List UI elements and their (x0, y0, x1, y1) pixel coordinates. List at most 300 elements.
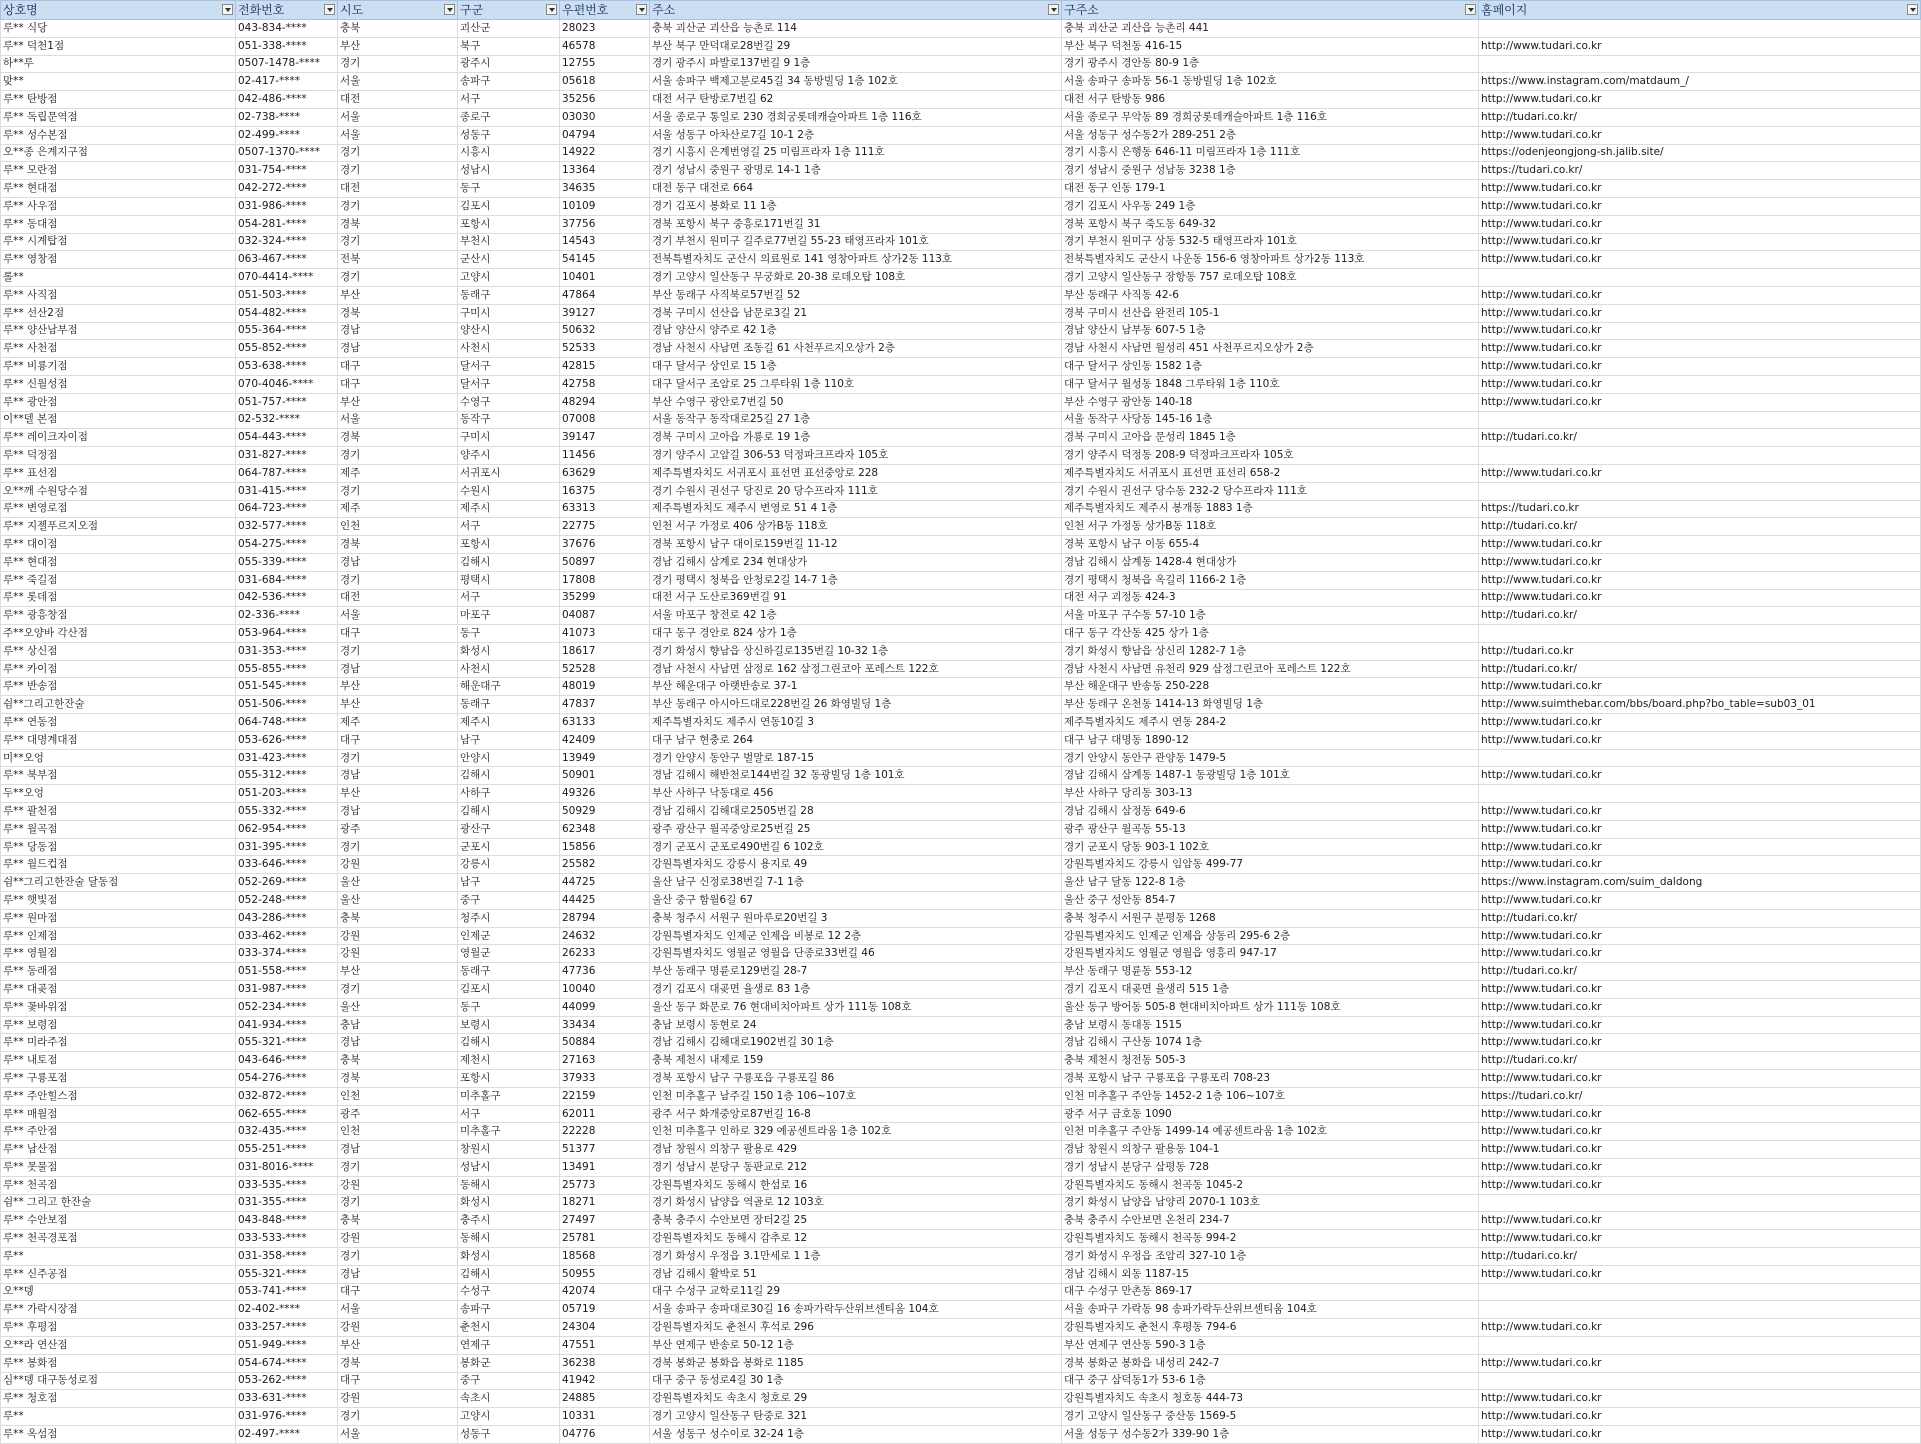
postcode-cell[interactable]: 62011 (560, 1105, 650, 1123)
postcode-cell[interactable]: 05618 (560, 73, 650, 91)
postcode-cell[interactable]: 10040 (560, 981, 650, 999)
district-cell[interactable]: 북구 (458, 37, 560, 55)
homepage-cell[interactable]: http://www.tudari.co.kr (1479, 233, 1921, 251)
address-cell[interactable]: 대구 중구 동성로4길 30 1층 (650, 1372, 1062, 1390)
store-name-cell[interactable]: 루** 신주공점 (1, 1265, 236, 1283)
postcode-cell[interactable]: 50884 (560, 1034, 650, 1052)
store-name-cell[interactable]: 루** 남산점 (1, 1141, 236, 1159)
address-cell[interactable]: 경북 봉화군 봉화읍 봉화로 1185 (650, 1354, 1062, 1372)
postcode-cell[interactable]: 50929 (560, 803, 650, 821)
store-name-cell[interactable]: 미**오엉 (1, 749, 236, 767)
phone-cell[interactable]: 055-339-**** (236, 553, 338, 571)
old-address-cell[interactable]: 울산 동구 방어동 505-8 현대비치아파트 상가 111동 108호 (1062, 998, 1479, 1016)
homepage-cell[interactable]: http://www.tudari.co.kr (1479, 1230, 1921, 1248)
homepage-cell[interactable] (1479, 447, 1921, 465)
address-cell[interactable]: 부산 사하구 낙동대로 456 (650, 785, 1062, 803)
postcode-cell[interactable]: 41942 (560, 1372, 650, 1390)
district-cell[interactable]: 포항시 (458, 536, 560, 554)
postcode-cell[interactable]: 42758 (560, 375, 650, 393)
old-address-cell[interactable]: 대구 달서구 상인동 1582 1층 (1062, 358, 1479, 376)
old-address-cell[interactable]: 경남 창원시 의창구 팔용동 104-1 (1062, 1141, 1479, 1159)
address-cell[interactable]: 대구 남구 현충로 264 (650, 731, 1062, 749)
homepage-cell[interactable]: https://tudari.co.kr (1479, 500, 1921, 518)
address-cell[interactable]: 경기 광주시 파발로137번길 9 1층 (650, 55, 1062, 73)
province-cell[interactable]: 대구 (338, 1283, 458, 1301)
postcode-cell[interactable]: 07008 (560, 411, 650, 429)
district-cell[interactable]: 동구 (458, 180, 560, 198)
filter-dropdown-icon[interactable] (1465, 4, 1476, 15)
province-cell[interactable]: 대전 (338, 589, 458, 607)
old-address-cell[interactable]: 강원특별자치도 인제군 인제읍 상동리 295-6 2층 (1062, 927, 1479, 945)
province-cell[interactable]: 경남 (338, 767, 458, 785)
province-cell[interactable]: 대구 (338, 358, 458, 376)
phone-cell[interactable]: 0507-1370-**** (236, 144, 338, 162)
phone-cell[interactable]: 02-402-**** (236, 1301, 338, 1319)
homepage-cell[interactable]: http://www.tudari.co.kr (1479, 251, 1921, 269)
district-cell[interactable]: 동구 (458, 998, 560, 1016)
postcode-cell[interactable]: 54145 (560, 251, 650, 269)
old-address-cell[interactable]: 서울 동작구 사당동 145-16 1층 (1062, 411, 1479, 429)
homepage-cell[interactable]: http://www.tudari.co.kr (1479, 998, 1921, 1016)
homepage-cell[interactable]: http://tudari.co.kr/ (1479, 108, 1921, 126)
address-cell[interactable]: 충북 청주시 서원구 원마루로20번길 3 (650, 909, 1062, 927)
address-cell[interactable]: 경남 김해시 삼계로 234 현대상가 (650, 553, 1062, 571)
province-cell[interactable]: 경남 (338, 1141, 458, 1159)
old-address-cell[interactable]: 광주 서구 금호동 1090 (1062, 1105, 1479, 1123)
province-cell[interactable]: 경기 (338, 482, 458, 500)
phone-cell[interactable]: 033-535-**** (236, 1176, 338, 1194)
homepage-cell[interactable]: http://www.tudari.co.kr (1479, 375, 1921, 393)
store-name-cell[interactable]: 쉼**그리고한잔술 달동점 (1, 874, 236, 892)
store-name-cell[interactable]: 루** 독립문역점 (1, 108, 236, 126)
store-name-cell[interactable]: 루** 동래점 (1, 963, 236, 981)
phone-cell[interactable]: 053-262-**** (236, 1372, 338, 1390)
phone-cell[interactable]: 051-338-**** (236, 37, 338, 55)
address-cell[interactable]: 경북 구미시 고아읍 가룡로 19 1층 (650, 429, 1062, 447)
old-address-cell[interactable]: 경기 광주시 경안동 80-9 1층 (1062, 55, 1479, 73)
district-cell[interactable]: 보령시 (458, 1016, 560, 1034)
district-cell[interactable]: 서구 (458, 91, 560, 109)
old-address-cell[interactable]: 경남 김해시 삼계동 1487-1 동광빌딩 1층 101호 (1062, 767, 1479, 785)
old-address-cell[interactable]: 경북 봉화군 봉화읍 내성리 242-7 (1062, 1354, 1479, 1372)
old-address-cell[interactable]: 서울 송파구 가락동 98 송파가락두산위브센티움 104호 (1062, 1301, 1479, 1319)
district-cell[interactable]: 봉화군 (458, 1354, 560, 1372)
store-name-cell[interactable]: 오**뎅 (1, 1283, 236, 1301)
postcode-cell[interactable]: 42074 (560, 1283, 650, 1301)
postcode-cell[interactable]: 22228 (560, 1123, 650, 1141)
province-cell[interactable]: 서울 (338, 126, 458, 144)
old-address-cell[interactable]: 경북 포항시 남구 이동 655-4 (1062, 536, 1479, 554)
district-cell[interactable]: 동래구 (458, 696, 560, 714)
old-address-cell[interactable]: 부산 동래구 사직동 42-6 (1062, 286, 1479, 304)
old-address-cell[interactable]: 경기 고양시 일산동구 중산동 1569-5 (1062, 1408, 1479, 1426)
old-address-cell[interactable]: 인천 미추홀구 주안동 1452-2 1층 106~107호 (1062, 1087, 1479, 1105)
old-address-cell[interactable]: 경기 군포시 당동 903-1 102호 (1062, 838, 1479, 856)
province-cell[interactable]: 경북 (338, 536, 458, 554)
phone-cell[interactable]: 053-626-**** (236, 731, 338, 749)
province-cell[interactable]: 강원 (338, 1176, 458, 1194)
province-cell[interactable]: 강원 (338, 1390, 458, 1408)
address-cell[interactable]: 경기 성남시 분당구 동판교로 212 (650, 1159, 1062, 1177)
store-name-cell[interactable]: 오**라 연산점 (1, 1336, 236, 1354)
phone-cell[interactable]: 043-848-**** (236, 1212, 338, 1230)
homepage-cell[interactable] (1479, 1336, 1921, 1354)
store-name-cell[interactable]: 루** 덕정점 (1, 447, 236, 465)
province-cell[interactable]: 경북 (338, 1070, 458, 1088)
old-address-cell[interactable]: 강원특별자치도 영월군 영월읍 영흥리 947-17 (1062, 945, 1479, 963)
homepage-cell[interactable]: http://www.tudari.co.kr (1479, 892, 1921, 910)
address-cell[interactable]: 경기 안양시 동안구 벌말로 187-15 (650, 749, 1062, 767)
postcode-cell[interactable]: 63629 (560, 464, 650, 482)
old-address-cell[interactable]: 경남 사천시 사남면 월성리 451 사천푸르지오상가 2층 (1062, 340, 1479, 358)
postcode-cell[interactable]: 05719 (560, 1301, 650, 1319)
address-cell[interactable]: 충남 보령시 동현로 24 (650, 1016, 1062, 1034)
postcode-cell[interactable]: 52528 (560, 660, 650, 678)
district-cell[interactable]: 미추홀구 (458, 1123, 560, 1141)
district-cell[interactable]: 동작구 (458, 411, 560, 429)
address-cell[interactable]: 충북 충주시 수안보면 장터2길 25 (650, 1212, 1062, 1230)
postcode-cell[interactable]: 25773 (560, 1176, 650, 1194)
store-name-cell[interactable]: 루** 식당 (1, 20, 236, 38)
address-cell[interactable]: 경남 김해시 활박로 51 (650, 1265, 1062, 1283)
postcode-cell[interactable]: 46578 (560, 37, 650, 55)
column-header-homepage[interactable]: 홈페이지 (1479, 1, 1921, 20)
postcode-cell[interactable]: 49326 (560, 785, 650, 803)
store-name-cell[interactable]: 루** 대곶점 (1, 981, 236, 999)
address-cell[interactable]: 인천 미추홀구 남주길 150 1층 106~107호 (650, 1087, 1062, 1105)
postcode-cell[interactable]: 37676 (560, 536, 650, 554)
phone-cell[interactable]: 031-976-**** (236, 1408, 338, 1426)
store-name-cell[interactable]: 루** 연동점 (1, 714, 236, 732)
store-name-cell[interactable]: 루** 시계탑점 (1, 233, 236, 251)
phone-cell[interactable]: 031-355-**** (236, 1194, 338, 1212)
store-name-cell[interactable]: 루** 가락시장점 (1, 1301, 236, 1319)
province-cell[interactable]: 서울 (338, 411, 458, 429)
column-header-district[interactable]: 구군 (458, 1, 560, 20)
district-cell[interactable]: 수원시 (458, 482, 560, 500)
phone-cell[interactable]: 033-646-**** (236, 856, 338, 874)
phone-cell[interactable]: 055-855-**** (236, 660, 338, 678)
homepage-cell[interactable]: http://www.tudari.co.kr (1479, 838, 1921, 856)
phone-cell[interactable]: 062-954-**** (236, 820, 338, 838)
old-address-cell[interactable]: 울산 남구 달동 122-8 1층 (1062, 874, 1479, 892)
province-cell[interactable]: 충북 (338, 20, 458, 38)
address-cell[interactable]: 경기 부천시 원미구 길주로77번길 55-23 태영프라자 101호 (650, 233, 1062, 251)
phone-cell[interactable]: 054-482-**** (236, 304, 338, 322)
address-cell[interactable]: 경기 성남시 중원구 광명로 14-1 1층 (650, 162, 1062, 180)
store-name-cell[interactable]: 주**오양바 각산점 (1, 625, 236, 643)
province-cell[interactable]: 강원 (338, 856, 458, 874)
column-header-address[interactable]: 주소 (650, 1, 1062, 20)
phone-cell[interactable]: 031-827-**** (236, 447, 338, 465)
store-name-cell[interactable]: 루** 미라주점 (1, 1034, 236, 1052)
district-cell[interactable]: 강릉시 (458, 856, 560, 874)
phone-cell[interactable]: 051-558-**** (236, 963, 338, 981)
homepage-cell[interactable]: http://www.tudari.co.kr (1479, 1141, 1921, 1159)
postcode-cell[interactable]: 48294 (560, 393, 650, 411)
homepage-cell[interactable]: https://tudari.co.kr/ (1479, 162, 1921, 180)
address-cell[interactable]: 대전 서구 도산로369번길 91 (650, 589, 1062, 607)
district-cell[interactable]: 송파구 (458, 1301, 560, 1319)
filter-dropdown-icon[interactable] (636, 4, 647, 15)
postcode-cell[interactable]: 37756 (560, 215, 650, 233)
old-address-cell[interactable]: 대전 서구 탄방동 986 (1062, 91, 1479, 109)
old-address-cell[interactable]: 부산 수영구 광안동 140-18 (1062, 393, 1479, 411)
store-name-cell[interactable]: 루** 신월성점 (1, 375, 236, 393)
store-name-cell[interactable]: 루** 천곡경포점 (1, 1230, 236, 1248)
postcode-cell[interactable]: 04794 (560, 126, 650, 144)
province-cell[interactable]: 충북 (338, 909, 458, 927)
district-cell[interactable]: 미추홀구 (458, 1087, 560, 1105)
address-cell[interactable]: 전북특별자치도 군산시 의료원로 141 영창아파트 상가2동 113호 (650, 251, 1062, 269)
province-cell[interactable]: 광주 (338, 820, 458, 838)
province-cell[interactable]: 경기 (338, 981, 458, 999)
phone-cell[interactable]: 031-395-**** (236, 838, 338, 856)
store-name-cell[interactable]: 오**깨 수원당수점 (1, 482, 236, 500)
postcode-cell[interactable]: 14543 (560, 233, 650, 251)
store-name-cell[interactable]: 루** 원마점 (1, 909, 236, 927)
store-name-cell[interactable]: 루** (1, 1247, 236, 1265)
district-cell[interactable]: 평택시 (458, 571, 560, 589)
postcode-cell[interactable]: 13491 (560, 1159, 650, 1177)
phone-cell[interactable]: 031-353-**** (236, 642, 338, 660)
postcode-cell[interactable]: 27497 (560, 1212, 650, 1230)
store-name-cell[interactable]: 루** 주안점 (1, 1123, 236, 1141)
store-name-cell[interactable]: 루** 카이점 (1, 660, 236, 678)
store-name-cell[interactable]: 루** 변영로점 (1, 500, 236, 518)
address-cell[interactable]: 경기 김포시 대곶면 율생로 83 1층 (650, 981, 1062, 999)
address-cell[interactable]: 광주 광산구 월곡중앙로25번길 25 (650, 820, 1062, 838)
phone-cell[interactable]: 033-631-**** (236, 1390, 338, 1408)
store-name-cell[interactable]: 루** 대명계대점 (1, 731, 236, 749)
column-header-phone[interactable]: 전화번호 (236, 1, 338, 20)
postcode-cell[interactable]: 18568 (560, 1247, 650, 1265)
old-address-cell[interactable]: 강원특별자치도 강릉시 임암동 499-77 (1062, 856, 1479, 874)
address-cell[interactable]: 부산 동래구 사직북로57번길 52 (650, 286, 1062, 304)
homepage-cell[interactable]: http://www.tudari.co.kr (1479, 1265, 1921, 1283)
province-cell[interactable]: 경북 (338, 1354, 458, 1372)
store-name-cell[interactable]: 두**오엉 (1, 785, 236, 803)
address-cell[interactable]: 충북 괴산군 괴산읍 능촌로 114 (650, 20, 1062, 38)
address-cell[interactable]: 부산 동래구 명륜로129번길 28-7 (650, 963, 1062, 981)
phone-cell[interactable]: 042-536-**** (236, 589, 338, 607)
old-address-cell[interactable]: 강원특별자치도 동해시 천곡동 994-2 (1062, 1230, 1479, 1248)
homepage-cell[interactable] (1479, 55, 1921, 73)
old-address-cell[interactable]: 대전 서구 괴정동 424-3 (1062, 589, 1479, 607)
phone-cell[interactable]: 070-4046-**** (236, 375, 338, 393)
postcode-cell[interactable]: 44425 (560, 892, 650, 910)
district-cell[interactable]: 성남시 (458, 1159, 560, 1177)
address-cell[interactable]: 강원특별자치도 춘천시 후석로 296 (650, 1319, 1062, 1337)
address-cell[interactable]: 대구 달서구 상인로 15 1층 (650, 358, 1062, 376)
postcode-cell[interactable]: 63313 (560, 500, 650, 518)
phone-cell[interactable]: 051-503-**** (236, 286, 338, 304)
postcode-cell[interactable]: 10331 (560, 1408, 650, 1426)
district-cell[interactable]: 동해시 (458, 1230, 560, 1248)
phone-cell[interactable]: 031-358-**** (236, 1247, 338, 1265)
address-cell[interactable]: 서울 마포구 창전로 42 1층 (650, 607, 1062, 625)
district-cell[interactable]: 인제군 (458, 927, 560, 945)
district-cell[interactable]: 김해시 (458, 1265, 560, 1283)
filter-dropdown-icon[interactable] (444, 4, 455, 15)
postcode-cell[interactable]: 18271 (560, 1194, 650, 1212)
province-cell[interactable]: 인천 (338, 1087, 458, 1105)
phone-cell[interactable]: 02-336-**** (236, 607, 338, 625)
old-address-cell[interactable]: 서울 마포구 구수동 57-10 1층 (1062, 607, 1479, 625)
province-cell[interactable]: 서울 (338, 607, 458, 625)
store-name-cell[interactable]: 루** 못물점 (1, 1159, 236, 1177)
province-cell[interactable]: 제주 (338, 464, 458, 482)
province-cell[interactable]: 경북 (338, 304, 458, 322)
old-address-cell[interactable]: 경남 양산시 남부동 607-5 1층 (1062, 322, 1479, 340)
province-cell[interactable]: 경북 (338, 429, 458, 447)
old-address-cell[interactable]: 경북 구미시 선산읍 완전리 105-1 (1062, 304, 1479, 322)
store-name-cell[interactable]: 루** 수안보점 (1, 1212, 236, 1230)
store-name-cell[interactable]: 루** 반송점 (1, 678, 236, 696)
district-cell[interactable]: 창원시 (458, 1141, 560, 1159)
phone-cell[interactable]: 043-286-**** (236, 909, 338, 927)
homepage-cell[interactable]: http://www.tudari.co.kr (1479, 1070, 1921, 1088)
phone-cell[interactable]: 042-272-**** (236, 180, 338, 198)
store-name-cell[interactable]: 이**델 본점 (1, 411, 236, 429)
phone-cell[interactable]: 041-934-**** (236, 1016, 338, 1034)
postcode-cell[interactable]: 51377 (560, 1141, 650, 1159)
column-header-province[interactable]: 시도 (338, 1, 458, 20)
address-cell[interactable]: 부산 연제구 반송로 50-12 1층 (650, 1336, 1062, 1354)
postcode-cell[interactable]: 24632 (560, 927, 650, 945)
homepage-cell[interactable]: http://www.tudari.co.kr (1479, 1123, 1921, 1141)
postcode-cell[interactable]: 27163 (560, 1052, 650, 1070)
homepage-cell[interactable]: http://tudari.co.kr/ (1479, 607, 1921, 625)
province-cell[interactable]: 부산 (338, 678, 458, 696)
old-address-cell[interactable]: 대전 동구 인동 179-1 (1062, 180, 1479, 198)
district-cell[interactable]: 중구 (458, 892, 560, 910)
homepage-cell[interactable]: http://www.tudari.co.kr (1479, 1105, 1921, 1123)
homepage-cell[interactable]: http://www.tudari.co.kr (1479, 945, 1921, 963)
phone-cell[interactable]: 02-738-**** (236, 108, 338, 126)
district-cell[interactable]: 성남시 (458, 162, 560, 180)
old-address-cell[interactable]: 충북 청주시 서원구 분평동 1268 (1062, 909, 1479, 927)
district-cell[interactable]: 서구 (458, 589, 560, 607)
homepage-cell[interactable]: http://www.tudari.co.kr (1479, 820, 1921, 838)
store-name-cell[interactable]: 루** 죽길점 (1, 571, 236, 589)
address-cell[interactable]: 대구 동구 경안로 824 상가 1층 (650, 625, 1062, 643)
phone-cell[interactable]: 031-986-**** (236, 197, 338, 215)
postcode-cell[interactable]: 10401 (560, 269, 650, 287)
district-cell[interactable]: 화성시 (458, 1247, 560, 1265)
old-address-cell[interactable]: 강원특별자치도 춘천시 후평동 794-6 (1062, 1319, 1479, 1337)
province-cell[interactable]: 서울 (338, 73, 458, 91)
homepage-cell[interactable] (1479, 411, 1921, 429)
address-cell[interactable]: 충북 제천시 내제로 159 (650, 1052, 1062, 1070)
filter-dropdown-icon[interactable] (222, 4, 233, 15)
old-address-cell[interactable]: 제주특별자치도 제주시 연동 284-2 (1062, 714, 1479, 732)
province-cell[interactable]: 부산 (338, 785, 458, 803)
homepage-cell[interactable]: http://www.tudari.co.kr (1479, 1354, 1921, 1372)
district-cell[interactable]: 서구 (458, 1105, 560, 1123)
homepage-cell[interactable]: http://www.tudari.co.kr (1479, 1319, 1921, 1337)
address-cell[interactable]: 경기 화성시 향남읍 상신하길로135번길 10-32 1층 (650, 642, 1062, 660)
postcode-cell[interactable]: 39147 (560, 429, 650, 447)
homepage-cell[interactable]: http://www.tudari.co.kr (1479, 1408, 1921, 1426)
province-cell[interactable]: 경남 (338, 553, 458, 571)
province-cell[interactable]: 강원 (338, 927, 458, 945)
postcode-cell[interactable]: 24885 (560, 1390, 650, 1408)
district-cell[interactable]: 속초시 (458, 1390, 560, 1408)
postcode-cell[interactable]: 26233 (560, 945, 650, 963)
postcode-cell[interactable]: 03030 (560, 108, 650, 126)
address-cell[interactable]: 경북 포항시 북구 중흥로171번길 31 (650, 215, 1062, 233)
province-cell[interactable]: 제주 (338, 714, 458, 732)
address-cell[interactable]: 강원특별자치도 속초시 청호로 29 (650, 1390, 1062, 1408)
postcode-cell[interactable]: 18617 (560, 642, 650, 660)
province-cell[interactable]: 경남 (338, 1265, 458, 1283)
postcode-cell[interactable]: 44725 (560, 874, 650, 892)
province-cell[interactable]: 충북 (338, 1052, 458, 1070)
province-cell[interactable]: 경기 (338, 642, 458, 660)
district-cell[interactable]: 광산구 (458, 820, 560, 838)
address-cell[interactable]: 광주 서구 화개중앙로87번길 16-8 (650, 1105, 1062, 1123)
district-cell[interactable]: 제천시 (458, 1052, 560, 1070)
province-cell[interactable]: 충남 (338, 1016, 458, 1034)
old-address-cell[interactable]: 경기 평택시 청북읍 옥길리 1166-2 1층 (1062, 571, 1479, 589)
homepage-cell[interactable]: http://www.tudari.co.kr (1479, 1159, 1921, 1177)
district-cell[interactable]: 동래구 (458, 286, 560, 304)
district-cell[interactable]: 군산시 (458, 251, 560, 269)
postcode-cell[interactable]: 28794 (560, 909, 650, 927)
address-cell[interactable]: 강원특별자치도 동해시 한섬로 16 (650, 1176, 1062, 1194)
district-cell[interactable]: 동해시 (458, 1176, 560, 1194)
store-name-cell[interactable]: 루** 사우점 (1, 197, 236, 215)
store-name-cell[interactable]: 루** 레이크자이점 (1, 429, 236, 447)
district-cell[interactable]: 중구 (458, 1372, 560, 1390)
old-address-cell[interactable]: 경북 포항시 북구 죽도동 649-32 (1062, 215, 1479, 233)
homepage-cell[interactable]: http://www.tudari.co.kr (1479, 981, 1921, 999)
district-cell[interactable]: 사천시 (458, 660, 560, 678)
province-cell[interactable]: 울산 (338, 998, 458, 1016)
district-cell[interactable]: 성동구 (458, 1425, 560, 1443)
address-cell[interactable]: 서울 송파구 백제고분로45길 34 동방빌딩 1층 102호 (650, 73, 1062, 91)
province-cell[interactable]: 충북 (338, 1212, 458, 1230)
homepage-cell[interactable]: http://www.tudari.co.kr (1479, 37, 1921, 55)
address-cell[interactable]: 서울 성동구 아차산로7길 10-1 2층 (650, 126, 1062, 144)
filter-dropdown-icon[interactable] (1907, 4, 1918, 15)
store-name-cell[interactable]: 루** 성수본점 (1, 126, 236, 144)
province-cell[interactable]: 대구 (338, 731, 458, 749)
homepage-cell[interactable]: http://tudari.co.kr/ (1479, 1052, 1921, 1070)
district-cell[interactable]: 남구 (458, 874, 560, 892)
address-cell[interactable]: 부산 동래구 아시아드대로228번길 26 화영빌딩 1층 (650, 696, 1062, 714)
province-cell[interactable]: 경남 (338, 803, 458, 821)
province-cell[interactable]: 부산 (338, 393, 458, 411)
store-name-cell[interactable]: 하**루 (1, 55, 236, 73)
store-name-cell[interactable]: 루** 구룡포점 (1, 1070, 236, 1088)
district-cell[interactable]: 시흥시 (458, 144, 560, 162)
address-cell[interactable]: 경기 김포시 봉화로 11 1층 (650, 197, 1062, 215)
district-cell[interactable]: 송파구 (458, 73, 560, 91)
district-cell[interactable]: 마포구 (458, 607, 560, 625)
district-cell[interactable]: 충주시 (458, 1212, 560, 1230)
old-address-cell[interactable]: 경기 성남시 분당구 삼평동 728 (1062, 1159, 1479, 1177)
old-address-cell[interactable]: 부산 북구 덕천동 416-15 (1062, 37, 1479, 55)
homepage-cell[interactable]: http://tudari.co.kr/ (1479, 429, 1921, 447)
address-cell[interactable]: 대전 서구 탄방로7번길 62 (650, 91, 1062, 109)
homepage-cell[interactable]: http://www.tudari.co.kr (1479, 91, 1921, 109)
old-address-cell[interactable]: 경남 김해시 외동 1187-15 (1062, 1265, 1479, 1283)
postcode-cell[interactable]: 39127 (560, 304, 650, 322)
homepage-cell[interactable]: http://www.tudari.co.kr (1479, 322, 1921, 340)
phone-cell[interactable]: 064-723-**** (236, 500, 338, 518)
